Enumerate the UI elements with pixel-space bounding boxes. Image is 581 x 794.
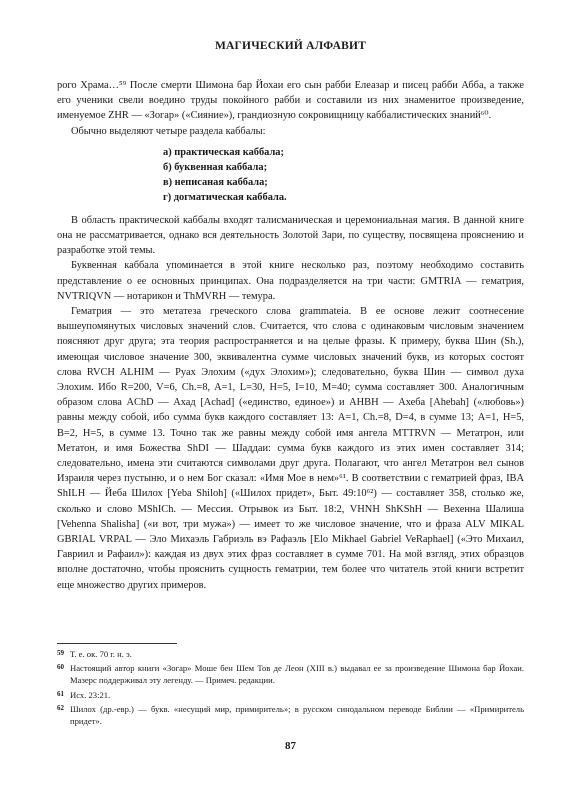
footnote-divider xyxy=(57,643,177,644)
footnote xyxy=(57,703,524,727)
footnote-number: 61 xyxy=(57,689,64,698)
footnote-number: 62 xyxy=(57,703,64,712)
paragraph-5: Гематрия — это метатеза греческого слова grammateia. В ее основе лежит соотнесение вышеупомянутых числовых значений слов. Считается, что слова с одинаковым числовым значением поясняют друг друга; эта теория распространяется и на целые фразы. К примеру, буква Шин (Sh.), имеющая числовое значение 300, эквивалентна сумме числовых значений букв, из которых состоят слова RVCH ALHIM — Руах Элохим («дух Элохим»); следовательно, буква Шин — символ духа Элохим. Ибо R=200, V=6, Ch.=8, A=1, L=30, H=5, I=10, M=40; сумма составляет 300. Аналогичным образом слова AChD — Ахад [Achad] («единство, единое») и AHBH — Ахеба [Ahebah] («любовь») равны между собой, ибо сумма букв каждого составляет 13: A=1, Ch.=8, D=4, в сумме 13; A=1, H=5, B=2, H=5, в сумме 13. Точно так же равны между собой имя ангела MTTRVN — Метатрон, или Метатон, и имя Божества ShDI — Шаддаи: сумма букв каждого из этих имен составляет 314; следовательно, имена эти считаются символами друг друга. Полагают, что ангел Метатрон вел сынов Израиля через пустыню, и о нем Бог сказал: «Имя Мое в нем»⁶¹. В соответствии с гематрией фраз, IBA ShILH — Йеба Шилох [Yeba Shiloh] («Шилох придет», Быт. 49:10⁶²) — составляет 358, столько же, сколько и слово MShICh. — Мессия. Отрывок из Быт. 18:2, VHNH ShKShH — Вехенна Шалиша [Vehenna Shalisha] («и вот, три мужа») — имеет то же числовое значение, что и фраза ALV MIKAL GBRIAL VRPAL — Эло Михаэль Габриэль вэ Рафаэль [Elo Mikhael Gabriel VeRaphael] («Это Михаил, Гавриил и Рафаил»): каждая из двух этих фраз составляет в сумме 701. На мой взгляд, этих образцов вполне достаточно, чтобы прояснить сущность гематрии, тем более что читатель этой книги встретит еще множество других примеров. xyxy=(57,306,524,591)
footnote-text: Т. е. ок. 70 г. н. э. xyxy=(70,649,132,659)
kabbalah-sections-list xyxy=(163,145,524,205)
list-item: б) буквенная каббала; xyxy=(163,161,268,173)
footnote xyxy=(57,648,524,660)
paragraph-1: рого Храма…⁵⁹ После смерти Шимона бар Йохаи его сын рабби Елеазар и писец рабби Абба, а также его ученики свели воедино труды покойного рабби и составили из них знаменитое произведение, именуемое ZHR — «Зогар» («Сияние»), грандиозную сокровищницу каббалистических знаний⁶⁰. xyxy=(57,80,524,122)
page-number: 87 xyxy=(285,740,296,752)
running-header: МАГИЧЕСКИЙ АЛФАВИТ xyxy=(214,40,366,52)
paragraph-3: В область практической каббалы входят талисманическая и церемониальная магия. В данной книге она не рассматривается, однако вся деятельность Золотой Зари, по существу, посвящена прояснению и разработке этой темы. xyxy=(57,214,524,257)
footnote-number: 60 xyxy=(57,663,64,672)
footnote-number: 59 xyxy=(57,649,64,657)
main-text xyxy=(57,78,524,593)
footnote xyxy=(57,662,524,686)
list-item: в) неписаная каббала; xyxy=(163,176,268,188)
footnote-text: Настоящий автор книги «Зогар» Моше бен Шем Тов де Леон (XIII в.) выдавал ее за произведение Шимона бар Йохаи. Мазерс поддерживал эту легенду. — Примеч. редакции. xyxy=(70,663,524,686)
paragraph-4: Буквенная каббала упоминается в этой книге несколько раз, поэтому необходимо составить представление о ее основных принципах. Она подразделяется на три части: GMTRIA — гематрия, NVTRIQVN — нотарикон и ThMVRH — темура. xyxy=(57,260,524,302)
footnotes xyxy=(57,648,524,729)
footnote-text: Исх. 23:21. xyxy=(70,689,111,700)
paragraph-2: Обычно выделяют четыре раздела каббалы: xyxy=(71,125,266,137)
footnote xyxy=(57,689,524,701)
list-item: г) догматическая каббала. xyxy=(163,191,287,203)
list-item: а) практическая каббала; xyxy=(163,146,284,158)
footnote-text: Шилох (др.-евр.) — букв. «несущий мир, примиритель»; в русском синодальном переводе Библии — «Примиритель придет». xyxy=(70,703,524,727)
